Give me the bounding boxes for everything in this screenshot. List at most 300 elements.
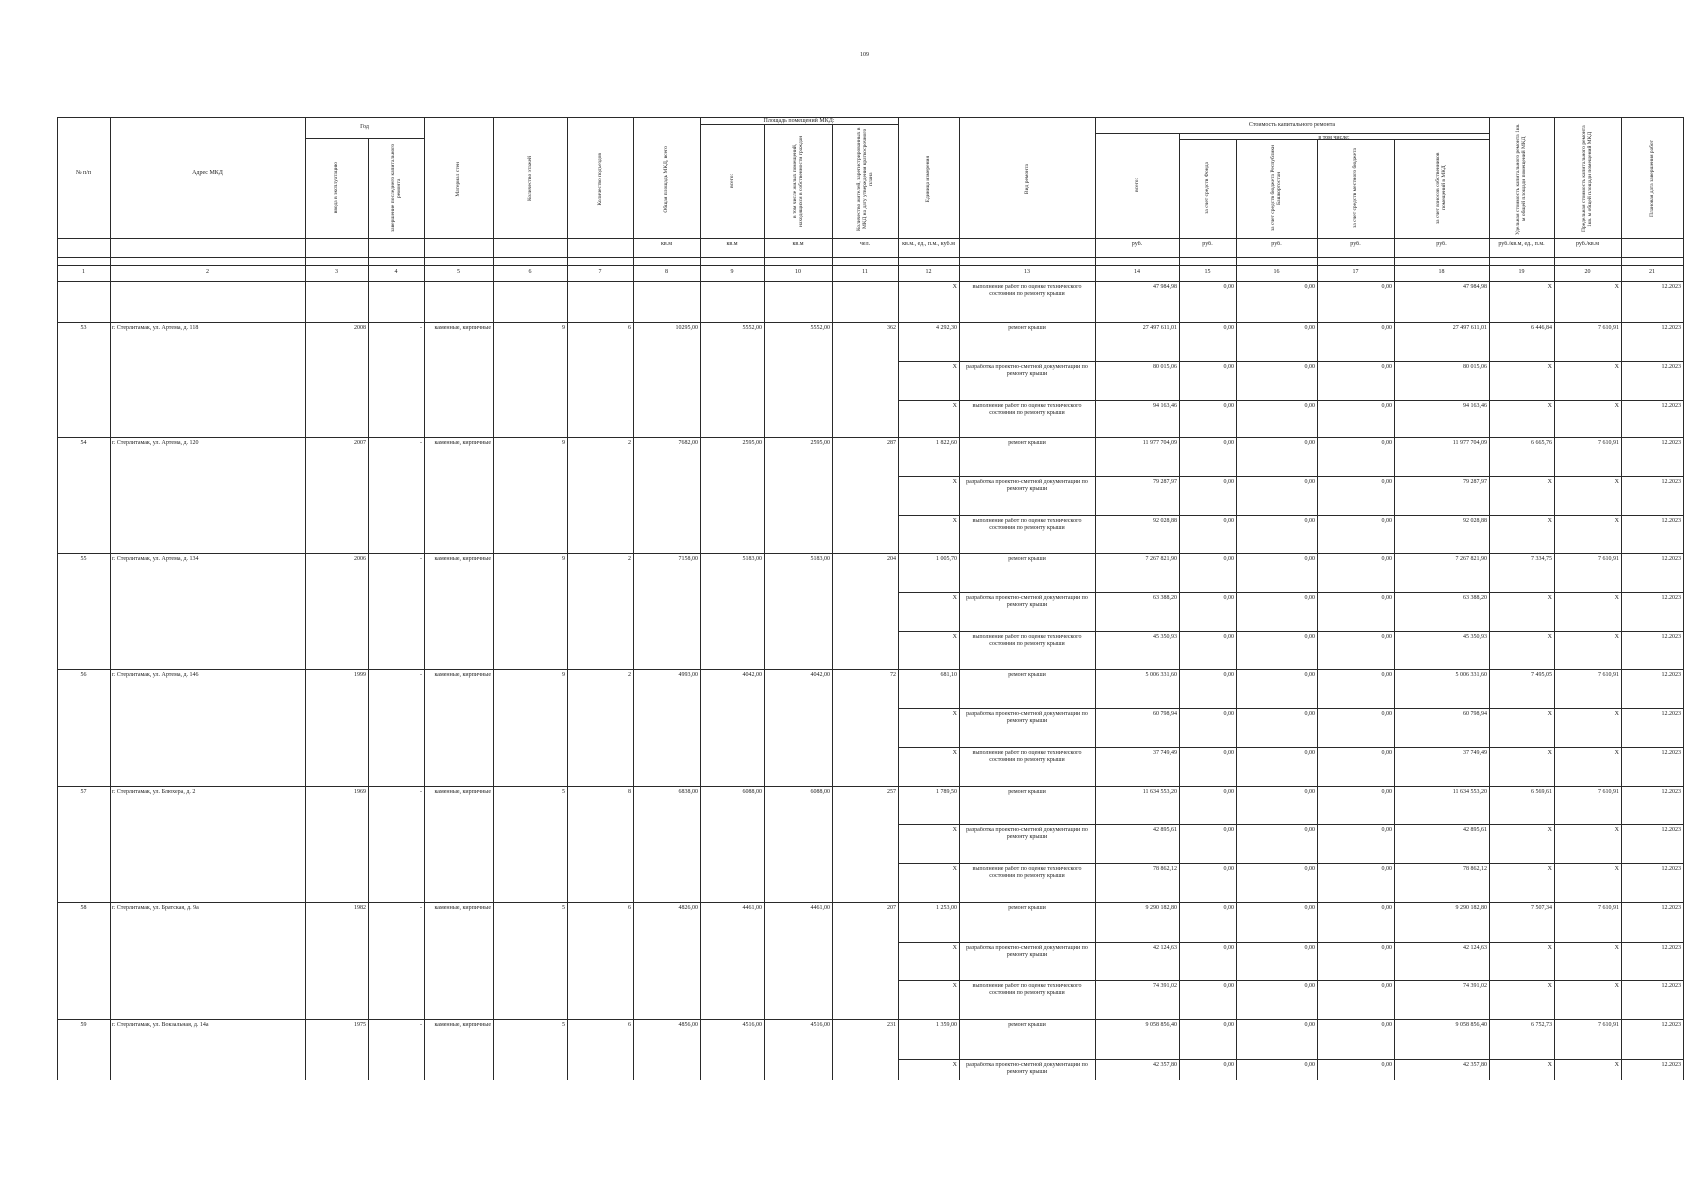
cell-c18: 37 749,49 bbox=[1463, 750, 1487, 756]
cell-mat: каменные, кирпичные bbox=[434, 1022, 491, 1028]
header-bottom-border bbox=[57, 281, 1683, 282]
col-border bbox=[1236, 139, 1237, 1080]
header-cost-owners-label: за счет взносов собственников помещений в МКД bbox=[1435, 152, 1448, 224]
cell-c16: 0,00 bbox=[1304, 789, 1315, 795]
cell-address: г. Стерлитамак, ул. Артема, д. 118 bbox=[112, 325, 199, 331]
header-unit-label: Единица измерения bbox=[925, 155, 932, 203]
cell-c18: 94 163,46 bbox=[1463, 403, 1487, 409]
cell-y1: 1999 bbox=[354, 672, 366, 678]
header-wall-material-label: Материал стен bbox=[455, 161, 462, 197]
cell-c20: X bbox=[1614, 711, 1619, 717]
cell-num: 54 bbox=[80, 440, 87, 446]
cell-y2: - bbox=[420, 440, 422, 446]
header-planned-date-label: Плановая дата завершения работ bbox=[1648, 140, 1655, 218]
unit-label: руб. bbox=[1202, 241, 1213, 247]
cell-c16: 0,00 bbox=[1304, 595, 1315, 601]
header-premises-total bbox=[700, 126, 764, 236]
cell-work: ремонт крыши bbox=[1008, 325, 1046, 331]
cell-c18: 45 350,93 bbox=[1463, 634, 1487, 640]
cell-fl: 9 bbox=[562, 440, 565, 446]
cell-c16: 0,00 bbox=[1304, 1062, 1315, 1068]
header-year-commission-label: ввода в эксплуатацию bbox=[333, 162, 340, 214]
cell-num: 57 bbox=[80, 789, 87, 795]
cell-y2: - bbox=[420, 325, 422, 331]
header-premises-incl-label: в том числе жилых помещений, находящихся в собственности граждан bbox=[791, 135, 804, 227]
page-number: 109 bbox=[860, 52, 869, 58]
cell-c14: 37 749,49 bbox=[1153, 750, 1177, 756]
cell-c19: X bbox=[1547, 711, 1552, 717]
unit-label: руб. bbox=[1131, 241, 1143, 247]
header-max-cost bbox=[1554, 121, 1621, 237]
cell-res: 72 bbox=[890, 672, 896, 678]
cell-area: 4826,00 bbox=[678, 905, 698, 911]
cell-num: 58 bbox=[80, 905, 87, 911]
cell-work: разработка проектно-сметной документации по ремонту крыши bbox=[966, 595, 1088, 609]
cell-en: 2 bbox=[628, 440, 631, 446]
cell-unit: 1 822,60 bbox=[936, 440, 957, 446]
column-number: 17 bbox=[1352, 269, 1359, 275]
cell-c16: 0,00 bbox=[1304, 364, 1315, 370]
unit-label: руб./кв.м bbox=[1575, 241, 1600, 247]
cell-c15: 0,00 bbox=[1223, 364, 1234, 370]
cell-area: 6838,00 bbox=[678, 789, 698, 795]
unit-label: кв.м., ед., п.м., куб.м bbox=[902, 241, 955, 247]
cell-c14: 42 124,63 bbox=[1153, 945, 1177, 951]
cell-c17: 0,00 bbox=[1381, 403, 1392, 409]
cell-pi: 5183,00 bbox=[810, 556, 830, 562]
cell-c16: 0,00 bbox=[1304, 672, 1315, 678]
cell-c15: 0,00 bbox=[1223, 440, 1234, 446]
cell-c21: 12.2023 bbox=[1661, 750, 1681, 756]
header-entrances-label: Количество подъездов bbox=[596, 152, 603, 206]
cell-c14: 42 895,61 bbox=[1153, 827, 1177, 833]
cell-c20: 7 610,91 bbox=[1598, 556, 1619, 562]
cell-c14: 63 388,20 bbox=[1153, 595, 1177, 601]
cell-c21: 12.2023 bbox=[1661, 789, 1681, 795]
cell-c14: 42 357,80 bbox=[1153, 1062, 1177, 1068]
col-border bbox=[959, 117, 960, 1080]
cell-c17: 0,00 bbox=[1381, 479, 1392, 485]
col-border bbox=[567, 117, 568, 1080]
cell-y1: 2007 bbox=[354, 440, 366, 446]
cell-c17: 0,00 bbox=[1381, 672, 1392, 678]
cell-work: выполнение работ по оценке технического состояния по ремонту крыши bbox=[972, 634, 1082, 648]
cell-unit: X bbox=[952, 595, 957, 601]
header-work-type-label: Вид ремонта bbox=[1023, 163, 1030, 195]
col-border bbox=[110, 117, 111, 1080]
header-address: Адрес МКД bbox=[192, 170, 223, 176]
cell-pt: 5552,00 bbox=[742, 325, 762, 331]
cell-c21: 12.2023 bbox=[1661, 711, 1681, 717]
cell-c21: 12.2023 bbox=[1661, 672, 1681, 678]
cell-c19: 7 507,34 bbox=[1531, 905, 1552, 911]
cell-c19: 6 665,76 bbox=[1531, 440, 1552, 446]
header-residents bbox=[832, 121, 898, 237]
cell-address: г. Стерлитамак, ул. Артема, д. 146 bbox=[112, 672, 199, 678]
cell-c14: 11 634 553,20 bbox=[1142, 789, 1177, 795]
cell-c19: X bbox=[1547, 866, 1552, 872]
cell-c15: 0,00 bbox=[1223, 983, 1234, 989]
cell-c17: 0,00 bbox=[1381, 634, 1392, 640]
cell-y2: - bbox=[420, 905, 422, 911]
cell-y1: 1975 bbox=[354, 1022, 366, 1028]
cell-c18: 78 862,12 bbox=[1463, 866, 1487, 872]
header-including: в том числе: bbox=[1318, 135, 1350, 141]
cell-c16: 0,00 bbox=[1304, 1022, 1315, 1028]
cell-c20: X bbox=[1614, 827, 1619, 833]
cell-c15: 0,00 bbox=[1223, 672, 1234, 678]
cell-c14: 94 163,46 bbox=[1153, 403, 1177, 409]
cell-c17: 0,00 bbox=[1381, 983, 1392, 989]
cell-area: 4856,00 bbox=[678, 1022, 698, 1028]
cell-c21: 12.2023 bbox=[1661, 945, 1681, 951]
cell-y1: 1982 bbox=[354, 905, 366, 911]
header-cost-republic bbox=[1236, 141, 1317, 235]
cell-address: г. Стерлитамак, ул. Вокзальная, д. 14а bbox=[112, 1022, 209, 1028]
cell-c21: 12.2023 bbox=[1661, 556, 1681, 562]
unit-label: руб./кв.м, ед., п.м. bbox=[1498, 241, 1545, 247]
cell-c18: 7 267 821,90 bbox=[1455, 556, 1487, 562]
cell-c21: 12.2023 bbox=[1661, 364, 1681, 370]
cell-pt: 4042,00 bbox=[742, 672, 762, 678]
cell-c20: X bbox=[1614, 479, 1619, 485]
cell-res: 231 bbox=[887, 1022, 896, 1028]
cell-c15: 0,00 bbox=[1223, 403, 1234, 409]
column-number: 1 bbox=[82, 269, 85, 275]
cell-y1: 2006 bbox=[354, 556, 366, 562]
cell-c17: 0,00 bbox=[1381, 325, 1392, 331]
cell-c15: 0,00 bbox=[1223, 905, 1234, 911]
cell-c18: 11 977 704,09 bbox=[1452, 440, 1487, 446]
subrow-border bbox=[898, 942, 1683, 943]
cell-c21: 12.2023 bbox=[1661, 827, 1681, 833]
column-number: 18 bbox=[1438, 269, 1445, 275]
cell-num: 55 bbox=[80, 556, 87, 562]
subrow-border bbox=[898, 747, 1683, 748]
column-number: 15 bbox=[1204, 269, 1211, 275]
unit-label: кв.м bbox=[660, 241, 673, 247]
cell-c19: X bbox=[1547, 945, 1552, 951]
cell-c19: X bbox=[1547, 983, 1552, 989]
subrow-border bbox=[898, 515, 1683, 516]
cell-res: 362 bbox=[887, 325, 896, 331]
row-border bbox=[57, 553, 1683, 554]
cell-c14: 78 862,12 bbox=[1153, 866, 1177, 872]
cell-res: 204 bbox=[887, 556, 896, 562]
cell-c21: 12.2023 bbox=[1661, 440, 1681, 446]
cell-en: 6 bbox=[628, 325, 631, 331]
cell-c17: 0,00 bbox=[1381, 556, 1392, 562]
unit-label: чел. bbox=[859, 241, 871, 247]
header-unit bbox=[898, 121, 959, 237]
cell-c16: 0,00 bbox=[1304, 983, 1315, 989]
row-border bbox=[57, 322, 1683, 323]
cell-res: 287 bbox=[887, 440, 896, 446]
cell-c19: X bbox=[1547, 750, 1552, 756]
cell-y2: - bbox=[420, 789, 422, 795]
cell-c21: 12.2023 bbox=[1661, 325, 1681, 331]
cell-c14: 9 058 856,40 bbox=[1145, 1022, 1177, 1028]
units-top-border bbox=[57, 238, 1683, 239]
column-number: 14 bbox=[1134, 269, 1140, 275]
cell-c19: X bbox=[1547, 284, 1552, 290]
cell-c19: X bbox=[1547, 403, 1552, 409]
cell-work: выполнение работ по оценке технического состояния по ремонту крыши bbox=[972, 983, 1082, 997]
cell-c15: 0,00 bbox=[1223, 1062, 1234, 1068]
cell-c19: 6 446,84 bbox=[1531, 325, 1552, 331]
column-number: 16 bbox=[1273, 269, 1280, 275]
cell-c20: X bbox=[1614, 595, 1619, 601]
cell-c18: 63 388,20 bbox=[1463, 595, 1487, 601]
cell-work: ремонт крыши bbox=[1008, 556, 1046, 562]
cell-c20: X bbox=[1614, 945, 1619, 951]
cell-unit: 681,10 bbox=[940, 672, 957, 678]
cell-area: 10295,00 bbox=[675, 325, 698, 331]
cell-unit: 1 789,50 bbox=[936, 789, 957, 795]
cell-work: ремонт крыши bbox=[1008, 905, 1046, 911]
subrow-border bbox=[898, 980, 1683, 981]
cell-c16: 0,00 bbox=[1304, 325, 1315, 331]
cell-fl: 9 bbox=[562, 325, 565, 331]
col-border bbox=[700, 117, 701, 1080]
row-border bbox=[57, 669, 1683, 670]
cell-c16: 0,00 bbox=[1304, 711, 1315, 717]
cell-y2: - bbox=[420, 672, 422, 678]
cell-c18: 27 497 611,01 bbox=[1452, 325, 1487, 331]
header-year-commission bbox=[305, 140, 368, 236]
header-total-area bbox=[633, 121, 700, 237]
cell-c21: 12.2023 bbox=[1661, 905, 1681, 911]
cell-c16: 0,00 bbox=[1304, 827, 1315, 833]
cell-work: разработка проектно-сметной документации по ремонту крыши bbox=[966, 827, 1088, 841]
header-year-last-repair-label: завершение последнего капитального ремонта bbox=[389, 143, 402, 233]
cell-mat: каменные, кирпичные bbox=[434, 672, 491, 678]
row-border bbox=[57, 1019, 1683, 1020]
cell-en: 2 bbox=[628, 672, 631, 678]
cell-y2: - bbox=[420, 1022, 422, 1028]
row-border bbox=[57, 902, 1683, 903]
cell-c14: 47 984,98 bbox=[1153, 284, 1177, 290]
header-floors bbox=[493, 121, 567, 237]
cell-c14: 80 015,06 bbox=[1153, 364, 1177, 370]
col-border bbox=[424, 117, 425, 1080]
cell-c21: 12.2023 bbox=[1661, 866, 1681, 872]
cell-c20: X bbox=[1614, 364, 1619, 370]
cell-c18: 5 006 331,60 bbox=[1455, 672, 1487, 678]
cell-area: 7682,00 bbox=[678, 440, 698, 446]
cell-c19: X bbox=[1547, 827, 1552, 833]
col-border bbox=[1683, 117, 1684, 1080]
col-border bbox=[1489, 117, 1490, 1080]
cell-en: 6 bbox=[628, 1022, 631, 1028]
cell-unit: X bbox=[952, 866, 957, 872]
cell-c16: 0,00 bbox=[1304, 750, 1315, 756]
cell-c21: 12.2023 bbox=[1661, 634, 1681, 640]
cell-res: 257 bbox=[887, 789, 896, 795]
cell-c15: 0,00 bbox=[1223, 325, 1234, 331]
cell-c16: 0,00 bbox=[1304, 945, 1315, 951]
cell-c17: 0,00 bbox=[1381, 945, 1392, 951]
cell-c17: 0,00 bbox=[1381, 364, 1392, 370]
cell-c20: 7 610,91 bbox=[1598, 672, 1619, 678]
cell-c19: X bbox=[1547, 1062, 1552, 1068]
cell-area: 7158,00 bbox=[678, 556, 698, 562]
column-number: 8 bbox=[665, 269, 668, 275]
cell-c17: 0,00 bbox=[1381, 1022, 1392, 1028]
cell-c16: 0,00 bbox=[1304, 866, 1315, 872]
cell-fl: 5 bbox=[562, 789, 565, 795]
header-year-last-repair bbox=[368, 140, 424, 236]
unit-label: кв.м bbox=[792, 241, 804, 247]
cell-pi: 6088,00 bbox=[810, 789, 830, 795]
header-cost-total bbox=[1095, 135, 1179, 235]
cell-unit: X bbox=[952, 1062, 957, 1068]
unit-label: руб. bbox=[1271, 241, 1282, 247]
cell-c17: 0,00 bbox=[1381, 440, 1392, 446]
cell-c20: X bbox=[1614, 1062, 1619, 1068]
cell-address: г. Стерлитамак, ул. Блюхера, д. 2 bbox=[112, 789, 196, 795]
header-cost-fund bbox=[1179, 141, 1236, 235]
cell-c18: 80 015,06 bbox=[1463, 364, 1487, 370]
cell-c15: 0,00 bbox=[1223, 595, 1234, 601]
cell-pi: 4516,00 bbox=[810, 1022, 830, 1028]
cell-c16: 0,00 bbox=[1304, 905, 1315, 911]
header-num: № п/п bbox=[75, 170, 92, 176]
cost-sub-border bbox=[1095, 133, 1489, 134]
cell-c20: 7 610,91 bbox=[1598, 325, 1619, 331]
cell-c14: 11 977 704,09 bbox=[1142, 440, 1177, 446]
header-premises-area: Площадь помещений МКД: bbox=[763, 118, 835, 124]
subrow-border bbox=[898, 824, 1683, 825]
cell-c19: X bbox=[1547, 595, 1552, 601]
cell-fl: 9 bbox=[562, 672, 565, 678]
cell-work: выполнение работ по оценке технического состояния по ремонту крыши bbox=[972, 403, 1082, 417]
col-border bbox=[1317, 139, 1318, 1080]
cell-c20: X bbox=[1614, 284, 1619, 290]
header-premises-incl bbox=[764, 126, 832, 236]
cell-c18: 47 984,98 bbox=[1463, 284, 1487, 290]
cell-c15: 0,00 bbox=[1223, 518, 1234, 524]
col-border bbox=[57, 117, 58, 1080]
cell-c18: 11 634 553,20 bbox=[1452, 789, 1487, 795]
cell-unit: X bbox=[952, 284, 957, 290]
cell-pt: 5183,00 bbox=[742, 556, 762, 562]
cell-unit: X bbox=[952, 403, 957, 409]
cell-c16: 0,00 bbox=[1304, 479, 1315, 485]
cell-work: разработка проектно-сметной документации по ремонту крыши bbox=[966, 711, 1088, 725]
column-number: 6 bbox=[528, 269, 532, 275]
cell-c20: X bbox=[1614, 403, 1619, 409]
cell-unit: 4 292,30 bbox=[936, 325, 957, 331]
cell-work: ремонт крыши bbox=[1008, 440, 1046, 446]
cell-pi: 5552,00 bbox=[810, 325, 830, 331]
cell-c16: 0,00 bbox=[1304, 284, 1315, 290]
cell-c18: 42 124,63 bbox=[1463, 945, 1487, 951]
cell-num: 56 bbox=[80, 672, 87, 678]
cell-c14: 27 497 611,01 bbox=[1142, 325, 1177, 331]
cell-c14: 9 290 182,80 bbox=[1145, 905, 1177, 911]
subrow-border bbox=[898, 476, 1683, 477]
cell-unit: X bbox=[952, 518, 957, 524]
cell-c16: 0,00 bbox=[1304, 403, 1315, 409]
cell-res: 207 bbox=[887, 905, 896, 911]
cell-c21: 12.2023 bbox=[1661, 1022, 1681, 1028]
cell-c21: 12.2023 bbox=[1661, 479, 1681, 485]
header-work-type bbox=[959, 121, 1095, 237]
col-border bbox=[1621, 117, 1622, 1080]
cell-fl: 5 bbox=[562, 1022, 565, 1028]
cell-unit: 1 005,70 bbox=[936, 556, 957, 562]
cell-c21: 12.2023 bbox=[1661, 983, 1681, 989]
cell-c17: 0,00 bbox=[1381, 284, 1392, 290]
header-cost-total-label: всего: bbox=[1133, 178, 1140, 192]
cell-work: разработка проектно-сметной документации по ремонту крыши bbox=[966, 479, 1088, 493]
column-number: 9 bbox=[730, 269, 734, 275]
cell-c15: 0,00 bbox=[1223, 1022, 1234, 1028]
cell-c19: X bbox=[1547, 479, 1552, 485]
cell-c17: 0,00 bbox=[1381, 750, 1392, 756]
cell-c15: 0,00 bbox=[1223, 945, 1234, 951]
cell-pi: 4042,00 bbox=[810, 672, 830, 678]
cell-c18: 60 798,94 bbox=[1463, 711, 1487, 717]
cell-fl: 5 bbox=[562, 905, 565, 911]
cell-c16: 0,00 bbox=[1304, 440, 1315, 446]
cell-c18: 9 058 856,40 bbox=[1455, 1022, 1487, 1028]
column-number: 5 bbox=[457, 269, 460, 275]
cell-work: выполнение работ по оценке технического состояния по ремонту крыши bbox=[972, 284, 1082, 298]
header-unit-cost bbox=[1489, 121, 1554, 237]
cell-c14: 74 391,02 bbox=[1153, 983, 1177, 989]
cell-pi: 2595,00 bbox=[810, 440, 830, 446]
cell-c17: 0,00 bbox=[1381, 905, 1392, 911]
header-cost: Стоимость капитального ремонта bbox=[1248, 122, 1336, 128]
cell-mat: каменные, кирпичные bbox=[434, 440, 491, 446]
cell-unit: X bbox=[952, 711, 957, 717]
row-border bbox=[57, 437, 1683, 438]
cell-c15: 0,00 bbox=[1223, 866, 1234, 872]
cell-c21: 12.2023 bbox=[1661, 518, 1681, 524]
cell-c17: 0,00 bbox=[1381, 595, 1392, 601]
cell-mat: каменные, кирпичные bbox=[434, 325, 491, 331]
cell-unit: X bbox=[952, 750, 957, 756]
header-max-cost-label: Предельная стоимость капитального ремонта 1кв. м общей площади помещений МКД bbox=[1581, 125, 1594, 233]
col-border bbox=[764, 124, 765, 1080]
cell-c19: 7 495,05 bbox=[1531, 672, 1552, 678]
cell-c15: 0,00 bbox=[1223, 711, 1234, 717]
cell-unit: X bbox=[952, 983, 957, 989]
header-floors-label: Количество этажей bbox=[526, 156, 533, 202]
header-planned-date bbox=[1621, 121, 1683, 237]
col-border bbox=[898, 117, 899, 1080]
cell-c21: 12.2023 bbox=[1661, 1062, 1681, 1068]
col-border bbox=[305, 117, 306, 1080]
cell-pt: 6088,00 bbox=[742, 789, 762, 795]
header-wall-material bbox=[424, 121, 493, 237]
header-unit-cost-label: Удельная стоимость капитального ремонта 1кв. м общей площади помещений МКД bbox=[1515, 123, 1528, 235]
subrow-border bbox=[898, 1059, 1683, 1060]
cell-unit: X bbox=[952, 827, 957, 833]
column-number: 4 bbox=[394, 269, 398, 275]
cell-c21: 12.2023 bbox=[1661, 403, 1681, 409]
cell-c15: 0,00 bbox=[1223, 827, 1234, 833]
cell-c14: 60 798,94 bbox=[1153, 711, 1177, 717]
cell-y1: 1969 bbox=[354, 789, 366, 795]
column-number: 10 bbox=[795, 269, 801, 275]
header-total-area-label: Общая площадь МКД, всего bbox=[663, 145, 670, 213]
column-number: 11 bbox=[862, 269, 868, 275]
cell-c19: 6 569,61 bbox=[1531, 789, 1552, 795]
column-number: 2 bbox=[206, 269, 209, 275]
